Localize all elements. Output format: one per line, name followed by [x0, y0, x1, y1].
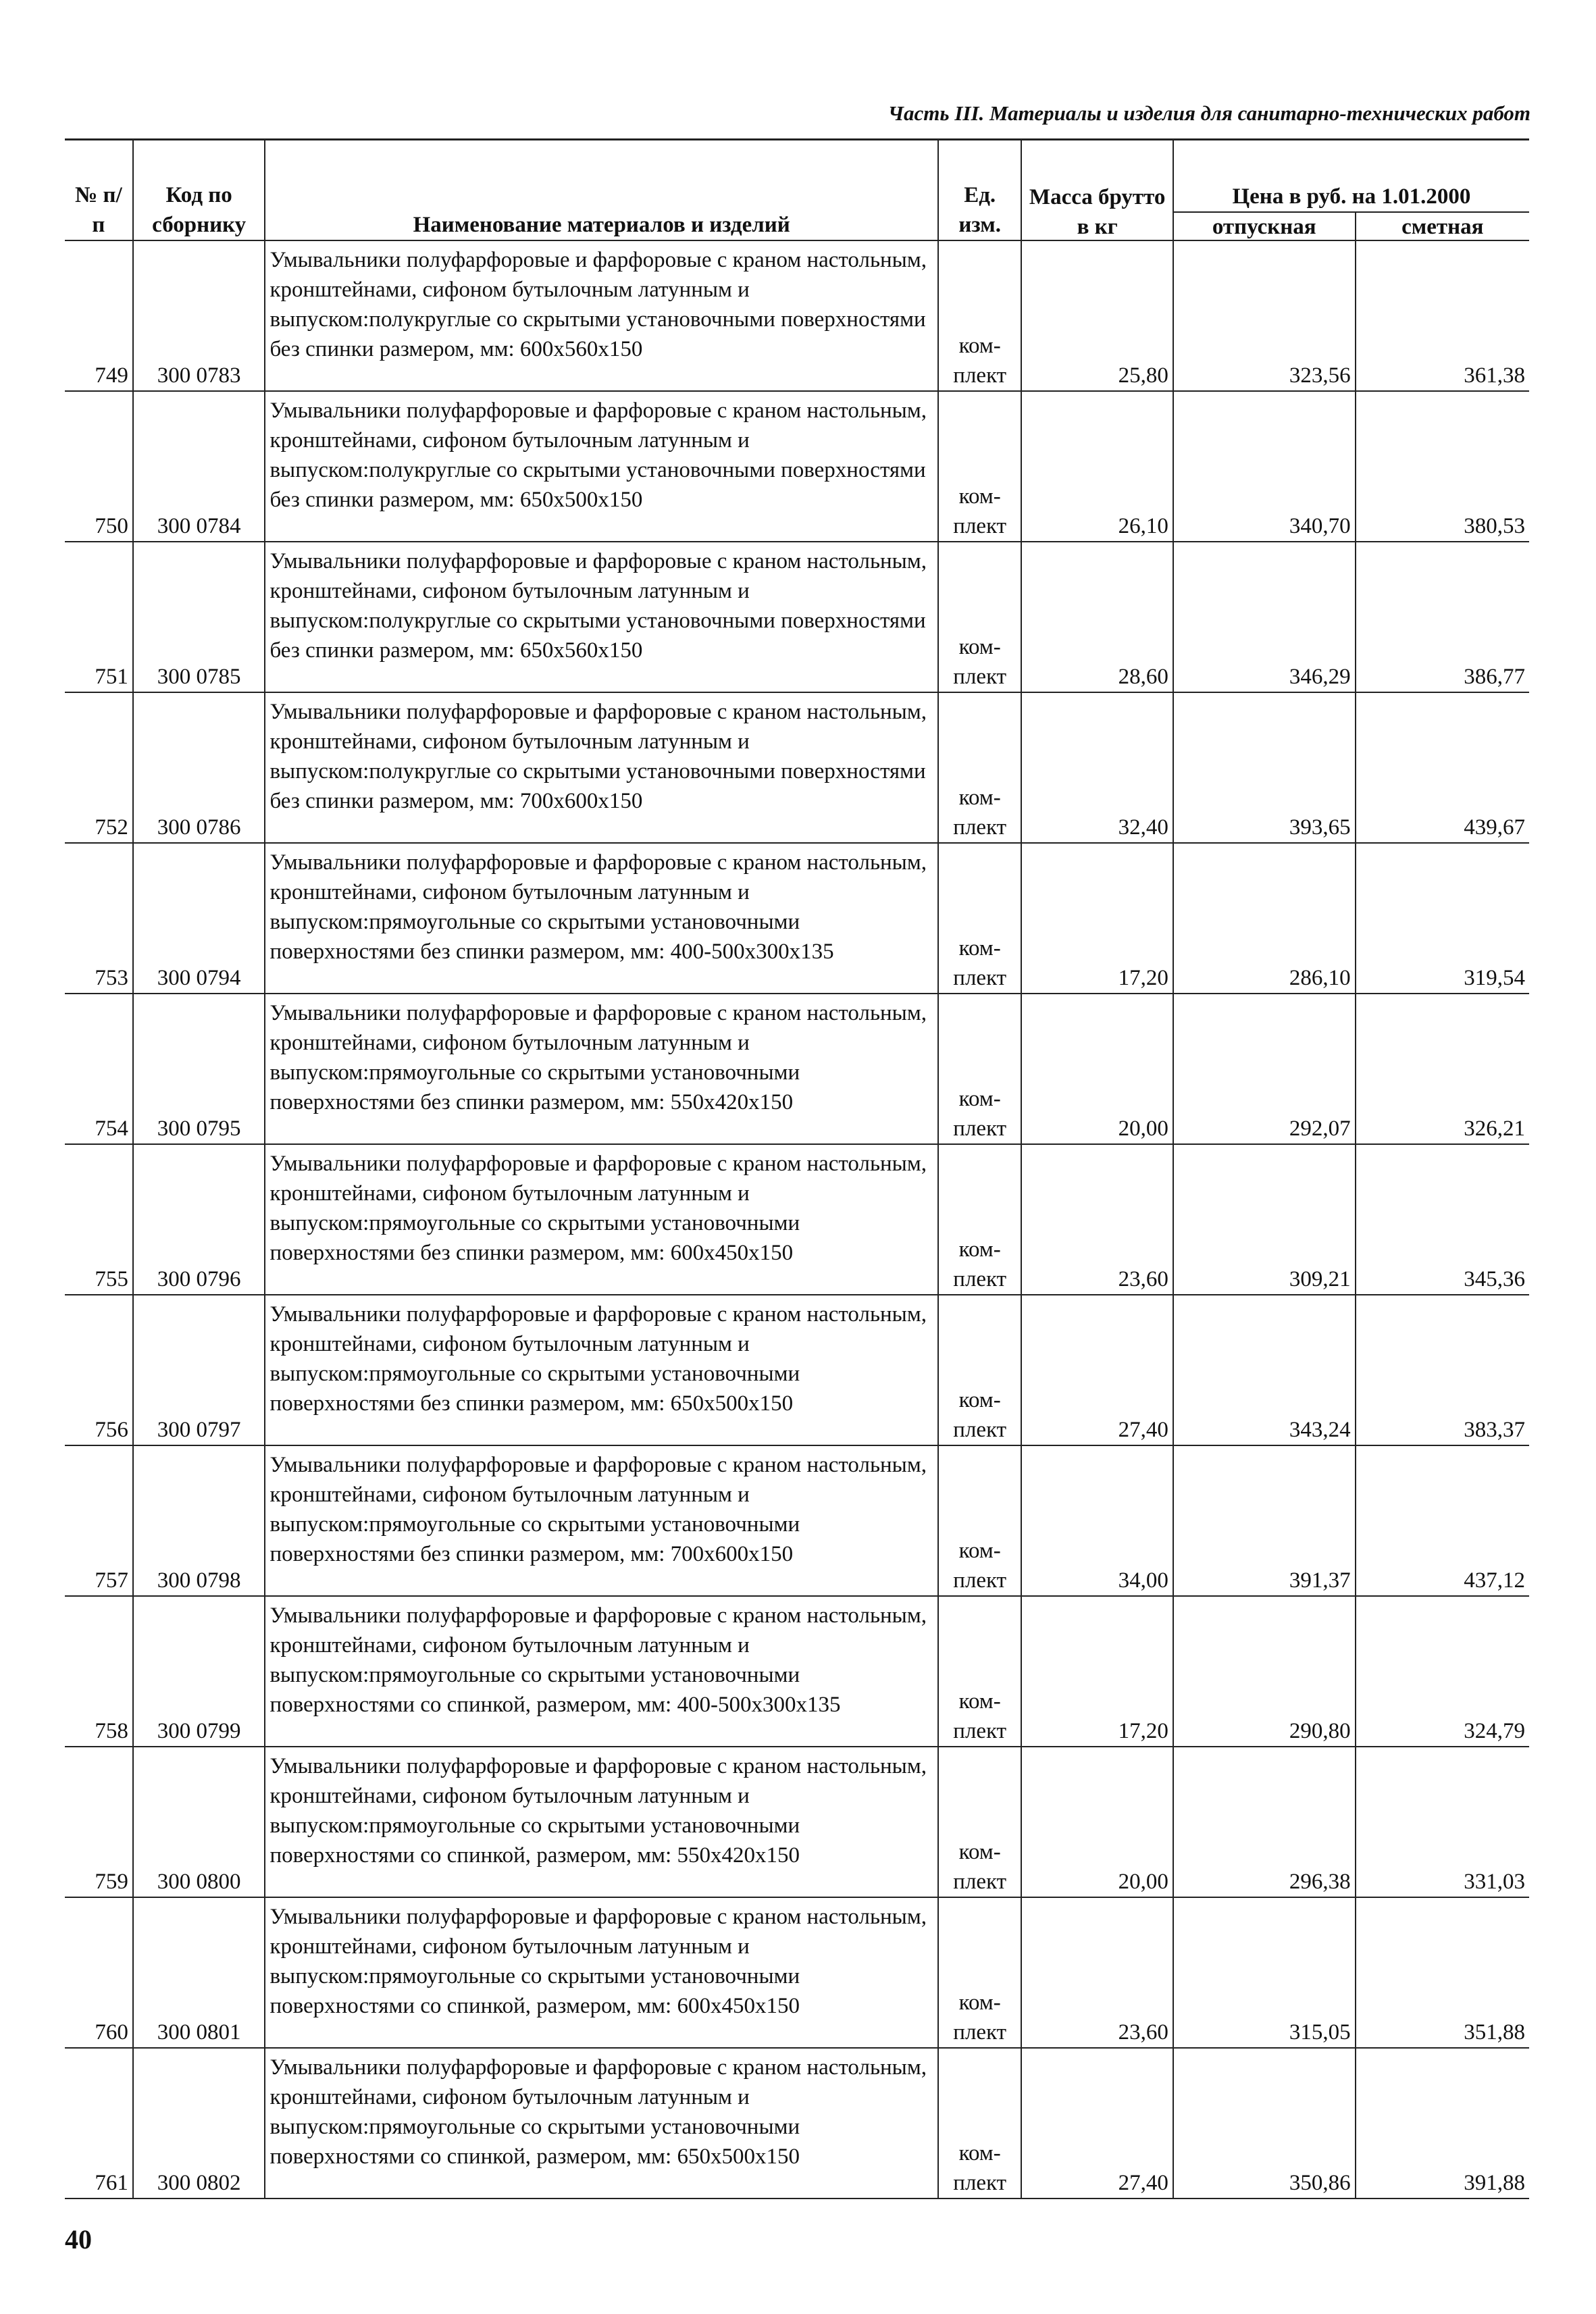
cell-num: 757	[65, 1445, 133, 1596]
cell-price-release: 350,86	[1173, 2048, 1356, 2199]
table-body	[65, 240, 1529, 2199]
cell-price-estimate: 319,54	[1356, 843, 1529, 994]
table-row	[65, 1897, 1529, 2048]
cell-name: Умывальники полуфарфоровые и фарфоровые с краном настольным, кронштейнами, сифоном бутылочным латунным и выпуском:прямоугольные со скрытыми установочными поверхностями со спинкой, размером, мм: 400-500x300x135	[265, 1596, 937, 1747]
unit-line-2: плект	[953, 1116, 1007, 1141]
cell-name: Умывальники полуфарфоровые и фарфоровые с краном настольным, кронштейнами, сифоном бутылочным латунным и выпуском:прямоугольные со скрытыми установочными поверхностями без спинки размером, мм: 400-500x300x135	[265, 843, 937, 994]
unit-line-1: ком-	[958, 1990, 1001, 2015]
table-row	[65, 391, 1529, 542]
cell-unit	[938, 2048, 1022, 2199]
cell-price-release: 323,56	[1173, 240, 1356, 391]
unit-line-2: плект	[953, 1568, 1007, 1593]
cell-mass: 27,40	[1021, 1295, 1173, 1445]
cell-price-estimate: 380,53	[1356, 391, 1529, 542]
cell-price-estimate: 439,67	[1356, 692, 1529, 843]
table-row	[65, 994, 1529, 1144]
unit-line-2: плект	[953, 514, 1007, 538]
price-table-container	[65, 138, 1529, 2199]
cell-num: 750	[65, 391, 133, 542]
header-name: Наименование материалов и изделий	[265, 140, 937, 241]
cell-num: 755	[65, 1144, 133, 1295]
table-row	[65, 692, 1529, 843]
cell-mass: 23,60	[1021, 1144, 1173, 1295]
cell-num: 761	[65, 2048, 133, 2199]
cell-unit	[938, 1596, 1022, 1747]
cell-code: 300 0801	[133, 1897, 265, 2048]
cell-mass: 34,00	[1021, 1445, 1173, 1596]
unit-line-1: ком-	[958, 334, 1001, 358]
cell-unit	[938, 843, 1022, 994]
cell-unit	[938, 1144, 1022, 1295]
unit-line-1: ком-	[958, 1539, 1001, 1563]
cell-price-estimate: 326,21	[1356, 994, 1529, 1144]
cell-num: 756	[65, 1295, 133, 1445]
unit-line-2: плект	[953, 363, 1007, 388]
cell-mass: 26,10	[1021, 391, 1173, 542]
cell-code: 300 0798	[133, 1445, 265, 1596]
cell-name: Умывальники полуфарфоровые и фарфоровые с краном настольным, кронштейнами, сифоном бутылочным латунным и выпуском:полукруглые со скрытыми установочными поверхностями без спинки размером, мм: 650x560x150	[265, 542, 937, 692]
cell-price-estimate: 351,88	[1356, 1897, 1529, 2048]
cell-name: Умывальники полуфарфоровые и фарфоровые с краном настольным, кронштейнами, сифоном бутылочным латунным и выпуском:прямоугольные со скрытыми установочными поверхностями без спинки размером, мм: 550x420x150	[265, 994, 937, 1144]
cell-mass: 28,60	[1021, 542, 1173, 692]
cell-num: 751	[65, 542, 133, 692]
cell-mass: 32,40	[1021, 692, 1173, 843]
header-price-release: отпускная	[1173, 212, 1356, 240]
unit-line-2: плект	[953, 1418, 1007, 1442]
cell-price-release: 309,21	[1173, 1144, 1356, 1295]
unit-line-1: ком-	[958, 1840, 1001, 1864]
cell-code: 300 0784	[133, 391, 265, 542]
cell-num: 752	[65, 692, 133, 843]
table-row	[65, 2048, 1529, 2199]
cell-code: 300 0783	[133, 240, 265, 391]
cell-code: 300 0794	[133, 843, 265, 994]
unit-line-1: ком-	[958, 1087, 1001, 1111]
cell-price-estimate: 361,38	[1356, 240, 1529, 391]
table-row	[65, 1747, 1529, 1897]
cell-price-release: 286,10	[1173, 843, 1356, 994]
table-row	[65, 1445, 1529, 1596]
table-row	[65, 843, 1529, 994]
header-price-estimate: сметная	[1356, 212, 1529, 240]
cell-num: 753	[65, 843, 133, 994]
cell-price-estimate: 383,37	[1356, 1295, 1529, 1445]
cell-mass: 20,00	[1021, 994, 1173, 1144]
cell-unit	[938, 240, 1022, 391]
page-number: 40	[65, 2224, 92, 2255]
cell-price-release: 391,37	[1173, 1445, 1356, 1596]
cell-unit	[938, 1897, 1022, 2048]
unit-line-2: плект	[953, 966, 1007, 990]
table-row	[65, 1596, 1529, 1747]
cell-unit	[938, 542, 1022, 692]
unit-line-2: плект	[953, 1267, 1007, 1291]
price-table	[65, 138, 1529, 2199]
cell-code: 300 0802	[133, 2048, 265, 2199]
unit-line-2: плект	[953, 2171, 1007, 2195]
cell-code: 300 0800	[133, 1747, 265, 1897]
cell-mass: 17,20	[1021, 843, 1173, 994]
cell-name: Умывальники полуфарфоровые и фарфоровые с краном настольным, кронштейнами, сифоном бутылочным латунным и выпуском:полукруглые со скрытыми установочными поверхностями без спинки размером, мм: 600x560x150	[265, 240, 937, 391]
cell-price-estimate: 345,36	[1356, 1144, 1529, 1295]
unit-line-1: ком-	[958, 1237, 1001, 1262]
unit-line-1: ком-	[958, 2141, 1001, 2165]
header-price-group: Цена в руб. на 1.01.2000	[1173, 140, 1529, 213]
header-num: № п/п	[65, 140, 133, 241]
unit-line-1: ком-	[958, 936, 1001, 960]
cell-unit	[938, 1747, 1022, 1897]
table-row	[65, 1144, 1529, 1295]
cell-num: 758	[65, 1596, 133, 1747]
table-row	[65, 1295, 1529, 1445]
cell-code: 300 0786	[133, 692, 265, 843]
cell-price-estimate: 437,12	[1356, 1445, 1529, 1596]
cell-price-release: 315,05	[1173, 1897, 1356, 2048]
cell-price-estimate: 391,88	[1356, 2048, 1529, 2199]
table-row	[65, 240, 1529, 391]
unit-line-1: ком-	[958, 1689, 1001, 1714]
cell-code: 300 0797	[133, 1295, 265, 1445]
cell-num: 760	[65, 1897, 133, 2048]
header-code: Код по сборнику	[133, 140, 265, 241]
cell-unit	[938, 1445, 1022, 1596]
cell-code: 300 0799	[133, 1596, 265, 1747]
cell-name: Умывальники полуфарфоровые и фарфоровые с краном настольным, кронштейнами, сифоном бутылочным латунным и выпуском:прямоугольные со скрытыми установочными поверхностями со спинкой, размером, мм: 650x500x150	[265, 2048, 937, 2199]
cell-mass: 27,40	[1021, 2048, 1173, 2199]
cell-unit	[938, 391, 1022, 542]
unit-line-1: ком-	[958, 635, 1001, 659]
page-header: Часть III. Материалы и изделия для санитарно-технических работ	[887, 101, 1530, 125]
cell-price-release: 290,80	[1173, 1596, 1356, 1747]
cell-code: 300 0795	[133, 994, 265, 1144]
unit-line-1: ком-	[958, 786, 1001, 810]
cell-mass: 23,60	[1021, 1897, 1173, 2048]
cell-price-release: 346,29	[1173, 542, 1356, 692]
header-unit: Ед. изм.	[938, 140, 1022, 241]
unit-line-2: плект	[953, 665, 1007, 689]
cell-name: Умывальники полуфарфоровые и фарфоровые с краном настольным, кронштейнами, сифоном бутылочным латунным и выпуском:прямоугольные со скрытыми установочными поверхностями со спинкой, размером, мм: 550x420x150	[265, 1747, 937, 1897]
cell-price-release: 393,65	[1173, 692, 1356, 843]
cell-num: 759	[65, 1747, 133, 1897]
cell-name: Умывальники полуфарфоровые и фарфоровые с краном настольным, кронштейнами, сифоном бутылочным латунным и выпуском:прямоугольные со скрытыми установочными поверхностями со спинкой, размером, мм: 600x450x150	[265, 1897, 937, 2048]
cell-name: Умывальники полуфарфоровые и фарфоровые с краном настольным, кронштейнами, сифоном бутылочным латунным и выпуском:прямоугольные со скрытыми установочными поверхностями без спинки размером, мм: 700x600x150	[265, 1445, 937, 1596]
cell-price-release: 296,38	[1173, 1747, 1356, 1897]
cell-price-release: 292,07	[1173, 994, 1356, 1144]
cell-mass: 17,20	[1021, 1596, 1173, 1747]
cell-price-estimate: 331,03	[1356, 1747, 1529, 1897]
cell-name: Умывальники полуфарфоровые и фарфоровые с краном настольным, кронштейнами, сифоном бутылочным латунным и выпуском:полукруглые со скрытыми установочными поверхностями без спинки размером, мм: 650x500x150	[265, 391, 937, 542]
unit-line-2: плект	[953, 2020, 1007, 2045]
unit-line-1: ком-	[958, 484, 1001, 509]
header-mass-unit: в кг	[1021, 212, 1173, 240]
unit-line-2: плект	[953, 815, 1007, 840]
unit-line-1: ком-	[958, 1388, 1001, 1412]
unit-line-2: плект	[953, 1719, 1007, 1743]
cell-unit	[938, 994, 1022, 1144]
table-row	[65, 542, 1529, 692]
cell-code: 300 0796	[133, 1144, 265, 1295]
cell-price-release: 340,70	[1173, 391, 1356, 542]
cell-unit	[938, 1295, 1022, 1445]
cell-price-estimate: 386,77	[1356, 542, 1529, 692]
cell-mass: 25,80	[1021, 240, 1173, 391]
cell-mass: 20,00	[1021, 1747, 1173, 1897]
cell-num: 749	[65, 240, 133, 391]
unit-line-2: плект	[953, 1870, 1007, 1894]
cell-code: 300 0785	[133, 542, 265, 692]
cell-name: Умывальники полуфарфоровые и фарфоровые с краном настольным, кронштейнами, сифоном бутылочным латунным и выпуском:прямоугольные со скрытыми установочными поверхностями без спинки размером, мм: 600x450x150	[265, 1144, 937, 1295]
cell-price-release: 343,24	[1173, 1295, 1356, 1445]
header-mass: Масса брутто	[1021, 140, 1173, 213]
cell-name: Умывальники полуфарфоровые и фарфоровые с краном настольным, кронштейнами, сифоном бутылочным латунным и выпуском:полукруглые со скрытыми установочными поверхностями без спинки размером, мм: 700x600x150	[265, 692, 937, 843]
table-header	[65, 140, 1529, 241]
cell-name: Умывальники полуфарфоровые и фарфоровые с краном настольным, кронштейнами, сифоном бутылочным латунным и выпуском:прямоугольные со скрытыми установочными поверхностями без спинки размером, мм: 650x500x150	[265, 1295, 937, 1445]
cell-num: 754	[65, 994, 133, 1144]
cell-unit	[938, 692, 1022, 843]
cell-price-estimate: 324,79	[1356, 1596, 1529, 1747]
